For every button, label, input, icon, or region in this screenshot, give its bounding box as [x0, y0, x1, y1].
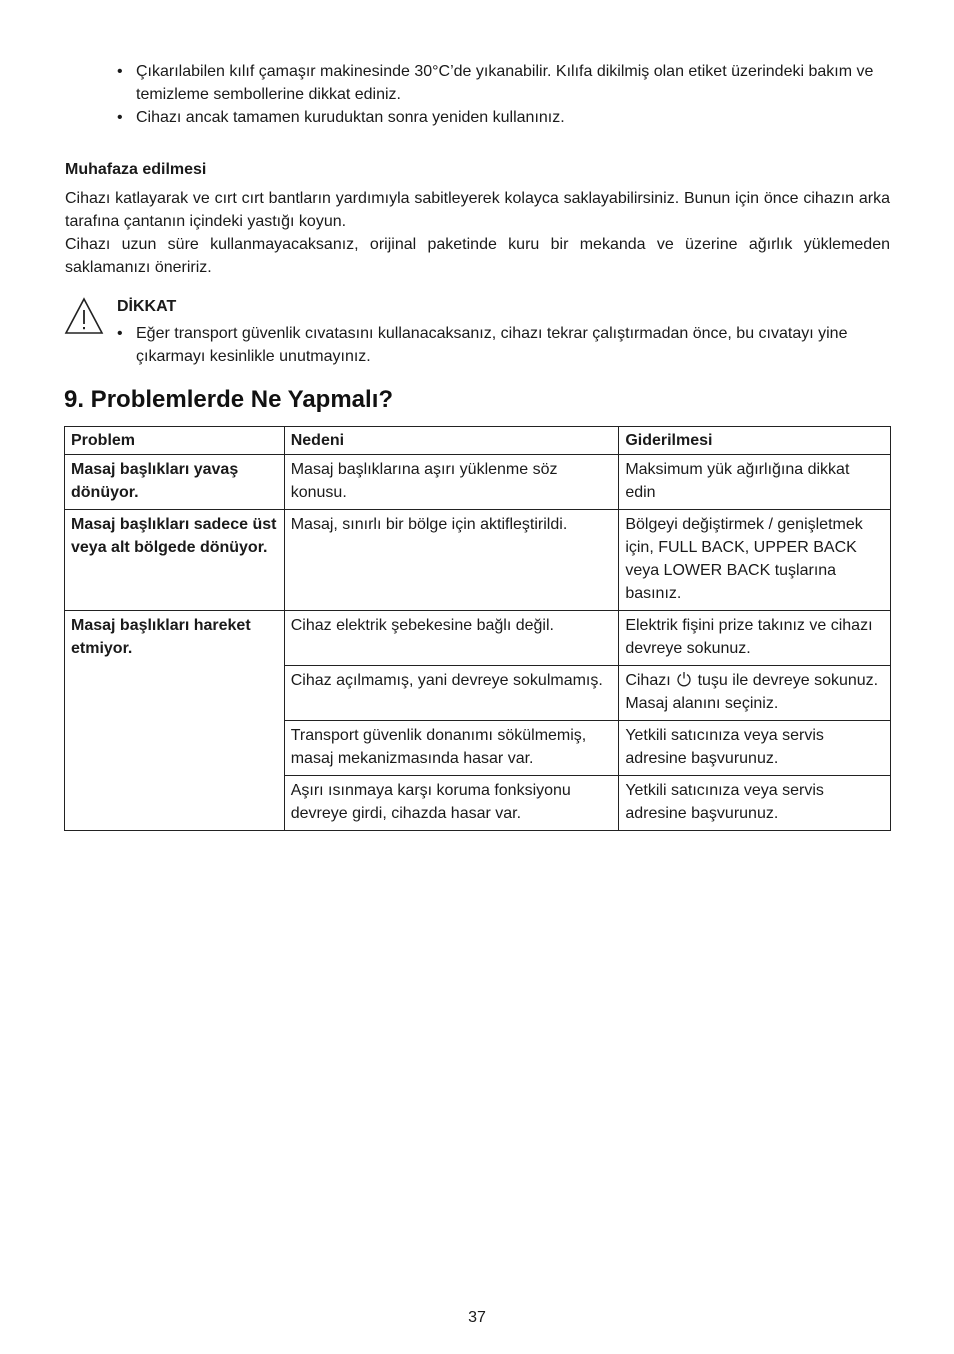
remedy-cell: Yetkili satıcınıza veya servis adresine başvurunuz. — [619, 721, 891, 776]
warning-title: DİKKAT — [117, 298, 177, 315]
cause-cell: Cihaz açılmamış, yani devreye sokulmamış. — [284, 666, 619, 721]
troubleshooting-table — [64, 426, 891, 831]
storage-paragraph: Cihazı uzun süre kullanmayacaksanız, orijinal paketinde kuru bir mekanda ve üzerine ağırlık yüklemeden saklamanızı öneririz. — [65, 236, 890, 276]
table-header-row — [65, 427, 891, 455]
care-bullet-text: Çıkarılabilen kılıf çamaşır makinesinde 30°C’de yıkanabilir. Kılıfa dikilmiş olan etiket üzerindeki bakım ve temizleme sembollerine dikkat ediniz. — [136, 63, 874, 103]
problem-cell: Masaj başlıkları hareket etmiyor. — [65, 611, 285, 831]
cause-cell: Aşırı ısınmaya karşı koruma fonksiyonu devreye girdi, cihazda hasar var. — [284, 776, 619, 831]
list-item — [117, 322, 892, 368]
power-icon — [676, 671, 692, 687]
problem-cell: Masaj başlıkları yavaş dönüyor. — [65, 455, 285, 510]
problem-cell: Masaj başlıkları sadece üst veya alt bölgede dönüyor. — [65, 510, 285, 611]
warning-triangle-icon — [64, 297, 104, 335]
page-number: 37 — [468, 1309, 486, 1326]
bullet-glyph: • — [117, 325, 123, 342]
table-row — [65, 611, 891, 666]
storage-heading: Muhafaza edilmesi — [65, 161, 207, 178]
warning-bullet-text: Eğer transport güvenlik cıvatasını kullanacaksanız, cihazı tekrar çalıştırmadan önce, bu cıvatayı yine çıkarmayı kesinlikle unutmayınız. — [136, 325, 848, 365]
care-bullet-text: Cihazı ancak tamamen kuruduktan sonra yeniden kullanınız. — [136, 109, 565, 126]
chapter-title: 9. Problemlerde Ne Yapmalı? — [64, 386, 394, 413]
remedy-cell: Bölgeyi değiştirmek / genişletmek için, FULL BACK, UPPER BACK veya LOWER BACK tuşlarına basınız. — [619, 510, 891, 611]
table-row — [65, 455, 891, 510]
remedy-cell: Yetkili satıcınıza veya servis adresine başvurunuz. — [619, 776, 891, 831]
column-header: Nedeni — [284, 427, 619, 455]
cause-cell: Transport güvenlik donanımı sökülmemiş, masaj mekanizmasında hasar var. — [284, 721, 619, 776]
cause-cell: Masaj, sınırlı bir bölge için aktifleştirildi. — [284, 510, 619, 611]
bullet-glyph: • — [117, 63, 123, 80]
care-bullet-list — [117, 60, 892, 129]
remedy-cell: Maksimum yük ağırlığına dikkat edin — [619, 455, 891, 510]
cause-cell: Masaj başlıklarına aşırı yüklenme söz konusu. — [284, 455, 619, 510]
table-row — [65, 510, 891, 611]
column-header: Giderilmesi — [619, 427, 891, 455]
storage-paragraph: Cihazı katlayarak ve cırt cırt bantların yardımıyla sabitleyerek kolayca saklayabilirsiniz. Bunun için önce cihazın arka tarafına çantanın içindeki yastığı koyun. — [65, 190, 890, 230]
bullet-glyph: • — [117, 109, 123, 126]
warning-bullet-list — [117, 322, 892, 368]
column-header: Problem — [65, 427, 285, 455]
remedy-text: tuşu ile devreye sokunuz. Masaj alanını seçiniz. — [625, 672, 879, 712]
list-item — [117, 106, 892, 129]
remedy-text: Cihazı — [625, 672, 671, 689]
list-item — [117, 60, 892, 106]
remedy-cell — [619, 666, 891, 721]
cause-cell: Cihaz elektrik şebekesine bağlı değil. — [284, 611, 619, 666]
remedy-cell: Elektrik fişini prize takınız ve cihazı devreye sokunuz. — [619, 611, 891, 666]
